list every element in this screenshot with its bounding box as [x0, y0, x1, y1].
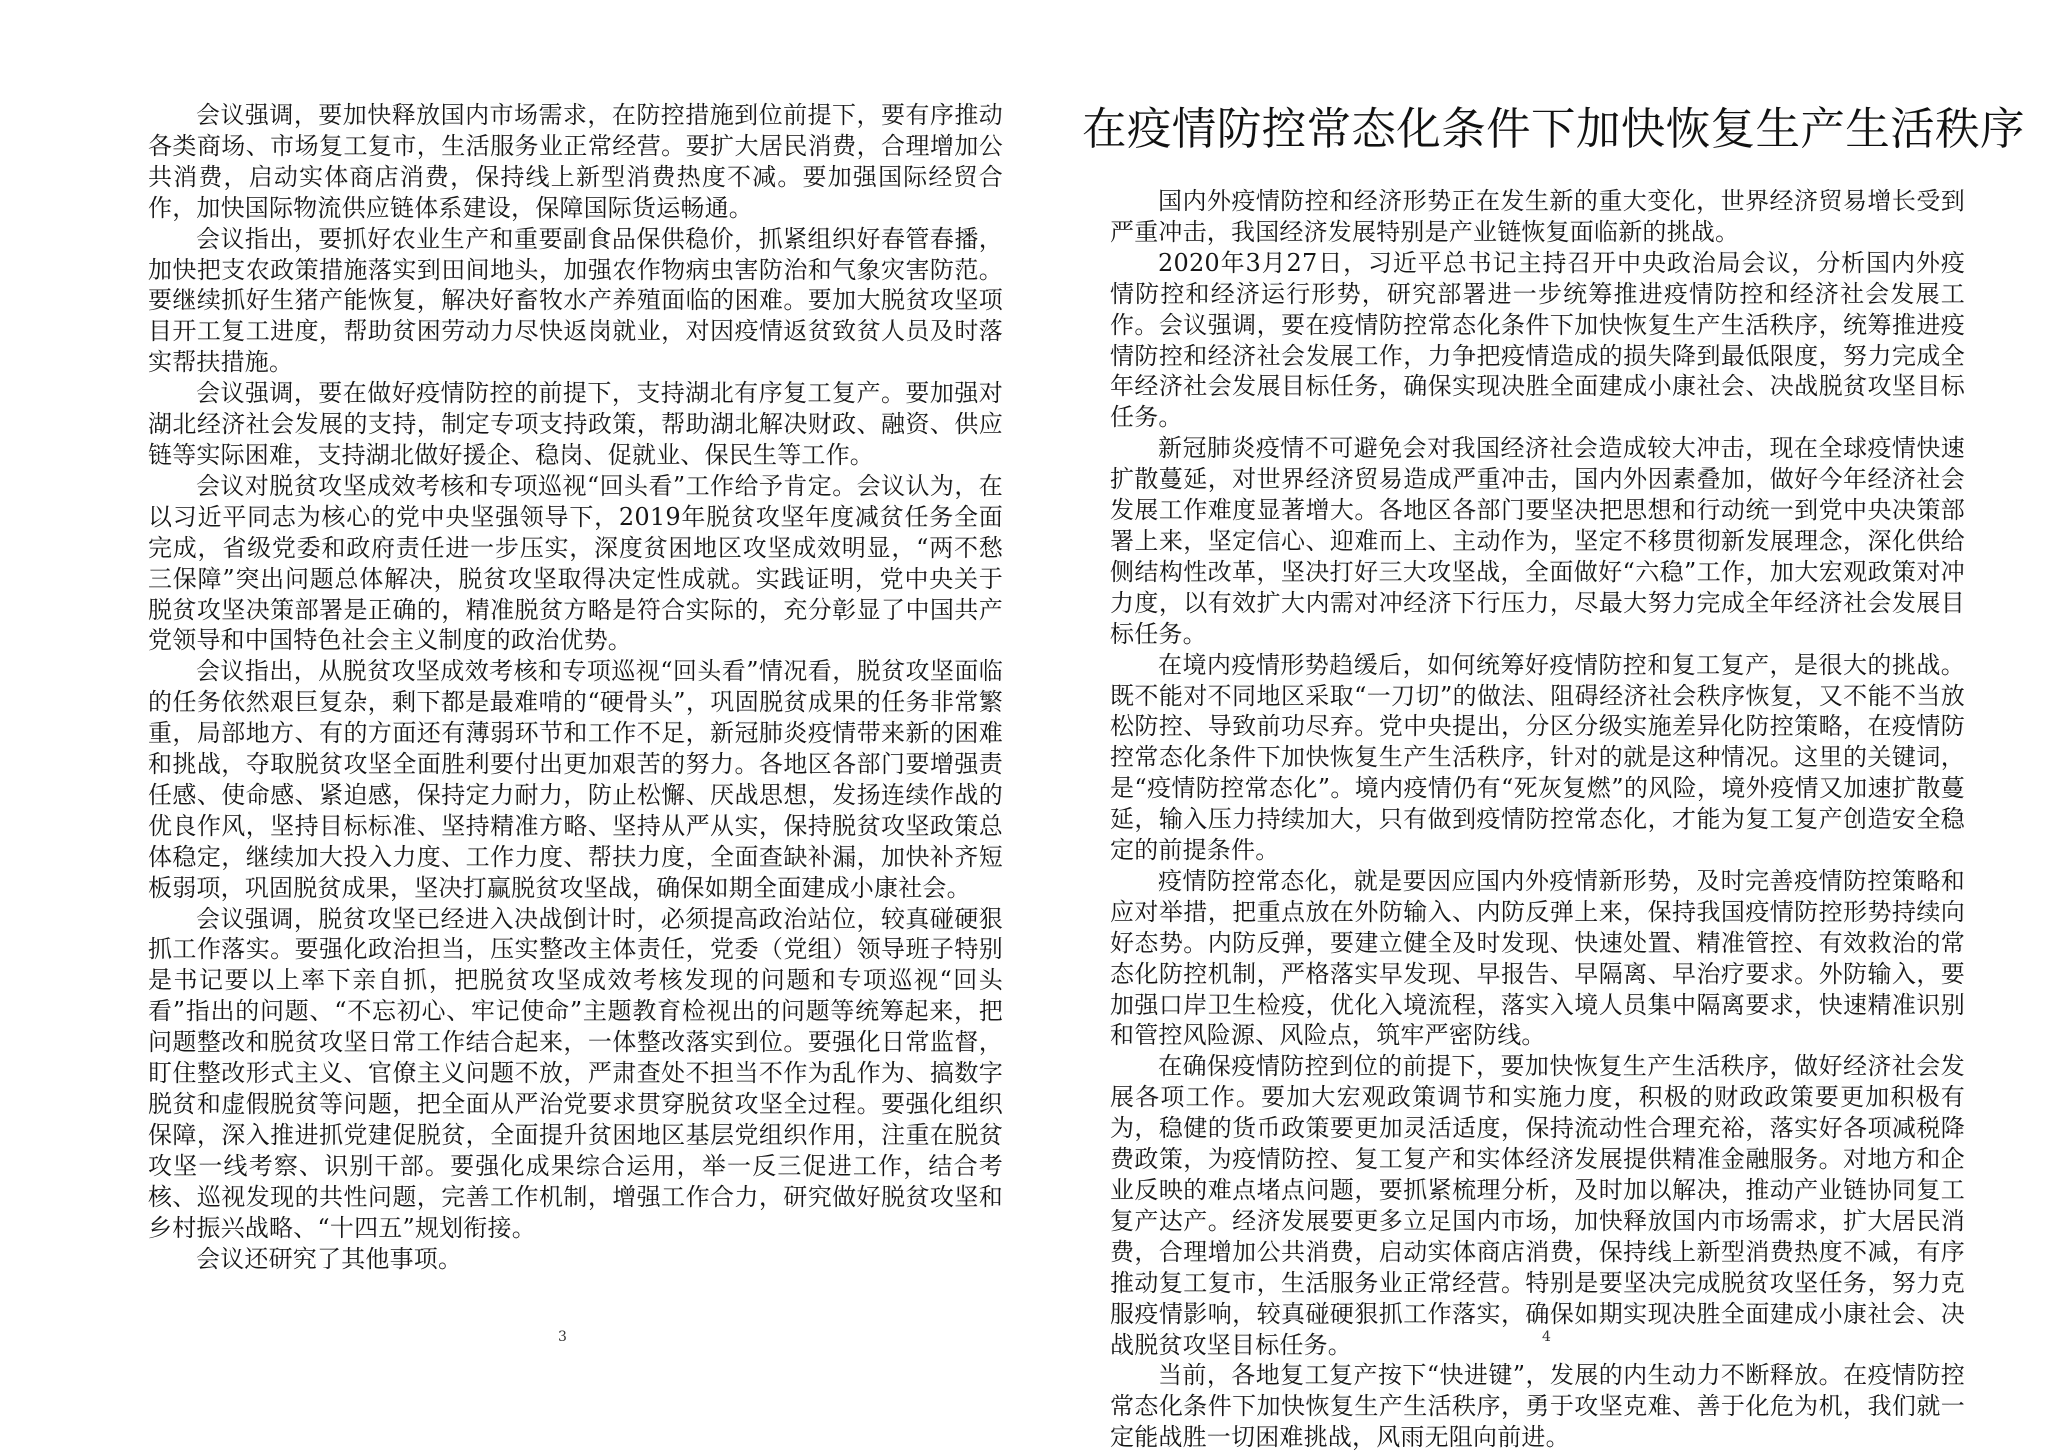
left-paragraph-2: 会议指出，要抓好农业生产和重要副食品保供稳价，抓紧组织好春管春播，加快把支农政策措施落实到田间地头，加强农作物病虫害防治和气象灾害防范。要继续抓好生猪产能恢复，解决好畜牧水产养殖面临的困难。要加大脱贫攻坚项目开工复工进度，帮助贫困劳动力尽快返岗就业，对因疫情返贫致贫人员及时落实帮扶措施。: [148, 224, 1003, 377]
left-paragraph-4: 会议对脱贫攻坚成效考核和专项巡视“回头看”工作给予肯定。会议认为，在以习近平同志为核心的党中央坚强领导下，2019年脱贫攻坚年度减贫任务全面完成，省级党委和政府责任进一步压实，深度贫困地区攻坚成效明显，“两不愁三保障”突出问题总体解决，脱贫攻坚取得决定性成就。实践证明，党中央关于脱贫攻坚决策部署是正确的，精准脱贫方略是符合实际的，充分彰显了中国共产党领导和中国特色社会主义制度的政治优势。: [148, 471, 1003, 655]
left-paragraph-6: 会议强调，脱贫攻坚已经进入决战倒计时，必须提高政治站位，较真碰硬狠抓工作落实。要强化政治担当，压实整改主体责任，党委（党组）领导班子特别是书记要以上率下亲自抓，把脱贫攻坚成效考核发现的问题和专项巡视“回头看”指出的问题、“不忘初心、牢记使命”主题教育检视出的问题等统筹起来，把问题整改和脱贫攻坚日常工作结合起来，一体整改落实到位。要强化日常监督，盯住整改形式主义、官僚主义问题不放，严肃查处不担当不作为乱作为、搞数字脱贫和虚假脱贫等问题，把全面从严治党要求贯穿脱贫攻坚全过程。要强化组织保障，深入推进抓党建促脱贫，全面提升贫困地区基层党组织作用，注重在脱贫攻坚一线考察、识别干部。要强化成果综合运用，举一反三促进工作，结合考核、巡视发现的共性问题，完善工作机制，增强工作合力，研究做好脱贫攻坚和乡村振兴战略、“十四五”规划衔接。: [148, 904, 1003, 1242]
right-page-text-column: [1110, 186, 1965, 1453]
left-paragraph-7: 会议还研究了其他事项。: [196, 1244, 463, 1273]
article-title: 在疫情防控常态化条件下加快恢复生产生活秩序: [1082, 104, 2025, 155]
page-number-left: 3: [558, 1329, 567, 1345]
left-paragraph-3: 会议强调，要在做好疫情防控的前提下，支持湖北有序复工复产。要加强对湖北经济社会发展的支持，制定专项支持政策，帮助湖北解决财政、融资、供应链等实际困难，支持湖北做好援企、稳岗、促就业、保民生等工作。: [148, 379, 1003, 469]
right-paragraph-2: 2020年3月27日，习近平总书记主持召开中央政治局会议，分析国内外疫情防控和经济运行形势，研究部署进一步统筹推进疫情防控和经济社会发展工作。会议强调，要在疫情防控常态化条件下加快恢复生产生活秩序，统筹推进疫情防控和经济社会发展工作，力争把疫情造成的损失降到最低限度，努力完成全年经济社会发展目标任务，确保实现决胜全面建成小康社会、决战脱贫攻坚目标任务。: [1110, 248, 1965, 432]
right-paragraph-4: 在境内疫情形势趋缓后，如何统筹好疫情防控和复工复产，是很大的挑战。既不能对不同地区采取“一刀切”的做法、阻碍经济社会秩序恢复，又不能不当放松防控、导致前功尽弃。党中央提出，分区分级实施差异化防控策略，在疫情防控常态化条件下加快恢复生产生活秩序，针对的就是这种情况。这里的关键词，是“疫情防控常态化”。境内疫情仍有“死灰复燃”的风险，境外疫情又加速扩散蔓延，输入压力持续加大，只有做到疫情防控常态化，才能为复工复产创造安全稳定的前提条件。: [1110, 650, 1965, 865]
right-paragraph-7: 当前，各地复工复产按下“快进键”，发展的内生动力不断释放。在疫情防控常态化条件下加快恢复生产生活秩序，勇于攻坚克难、善于化危为机，我们就一定能战胜一切困难挑战，风雨无阻向前进。: [1110, 1361, 1965, 1452]
left-paragraph-1: 会议强调，要加快释放国内市场需求，在防控措施到位前提下，要有序推动各类商场、市场复工复市，生活服务业正常经营。要扩大居民消费，合理增加公共消费，启动实体商店消费，保持线上新型消费热度不减。要加强国际经贸合作，加快国际物流供应链体系建设，保障国际货运畅通。: [148, 101, 1003, 222]
left-page: [0, 0, 1024, 1418]
left-paragraph-5: 会议指出，从脱贫攻坚成效考核和专项巡视“回头看”情况看，脱贫攻坚面临的任务依然艰巨复杂，剩下都是最难啃的“硬骨头”，巩固脱贫成果的任务非常繁重，局部地方、有的方面还有薄弱环节和工作不足，新冠肺炎疫情带来新的困难和挑战，夺取脱贫攻坚全面胜利要付出更加艰苦的努力。各地区各部门要增强责任感、使命感、紧迫感，保持定力耐力，防止松懈、厌战思想，发扬连续作战的优良作风，坚持目标标准、坚持精准方略、坚持从严从实，保持脱贫攻坚政策总体稳定，继续加大投入力度、工作力度、帮扶力度，全面查缺补漏，加快补齐短板弱项，巩固脱贫成果，坚决打赢脱贫攻坚战，确保如期全面建成小康社会。: [148, 657, 1003, 902]
right-page: [1024, 0, 2048, 1452]
right-paragraph-6: 在确保疫情防控到位的前提下，要加快恢复生产生活秩序，做好经济社会发展各项工作。要加大宏观政策调节和实施力度，积极的财政政策要更加积极有为，稳健的货币政策要更加灵活适度，保持流动性合理充裕，落实好各项减税降费政策，为疫情防控、复工复产和实体经济发展提供精准金融服务。对地方和企业反映的难点堵点问题，要抓紧梳理分析，及时加以解决，推动产业链协同复工复产达产。经济发展要更多立足国内市场，加快释放国内市场需求，扩大居民消费，合理增加公共消费，启动实体商店消费，保持线上新型消费热度不减，有序推动复工复市，生活服务业正常经营。特别是要坚决完成脱贫攻坚任务，努力克服疫情影响，较真碰硬狠抓工作落实，确保如期实现决胜全面建成小康社会、决战脱贫攻坚目标任务。: [1110, 1052, 1965, 1359]
right-paragraph-5: 疫情防控常态化，就是要因应国内外疫情新形势，及时完善疫情防控策略和应对举措，把重点放在外防输入、内防反弹上来，保持我国疫情防控形势持续向好态势。内防反弹，要建立健全及时发现、快速处置、精准管控、有效救治的常态化防控机制，严格落实早发现、早报告、早隔离、早治疗要求。外防输入，要加强口岸卫生检疫，优化入境流程，落实入境人员集中隔离要求，快速精准识别和管控风险源、风险点，筑牢严密防线。: [1110, 866, 1965, 1050]
right-paragraph-1: 国内外疫情防控和经济形势正在发生新的重大变化，世界经济贸易增长受到严重冲击，我国经济发展特别是产业链恢复面临新的挑战。: [1110, 187, 1965, 246]
right-paragraph-3: 新冠肺炎疫情不可避免会对我国经济社会造成较大冲击，现在全球疫情快速扩散蔓延，对世界经济贸易造成严重冲击，国内外因素叠加，做好今年经济社会发展工作难度显著增大。各地区各部门要坚决把思想和行动统一到党中央决策部署上来，坚定信心、迎难而上、主动作为，坚定不移贯彻新发展理念，深化供给侧结构性改革，坚决打好三大攻坚战，全面做好“六稳”工作，加大宏观政策对冲力度，以有效扩大内需对冲经济下行压力，尽最大努力完成全年经济社会发展目标任务。: [1110, 434, 1965, 648]
page-number-right: 4: [1542, 1329, 1551, 1345]
left-page-text-column: [148, 100, 1003, 1274]
